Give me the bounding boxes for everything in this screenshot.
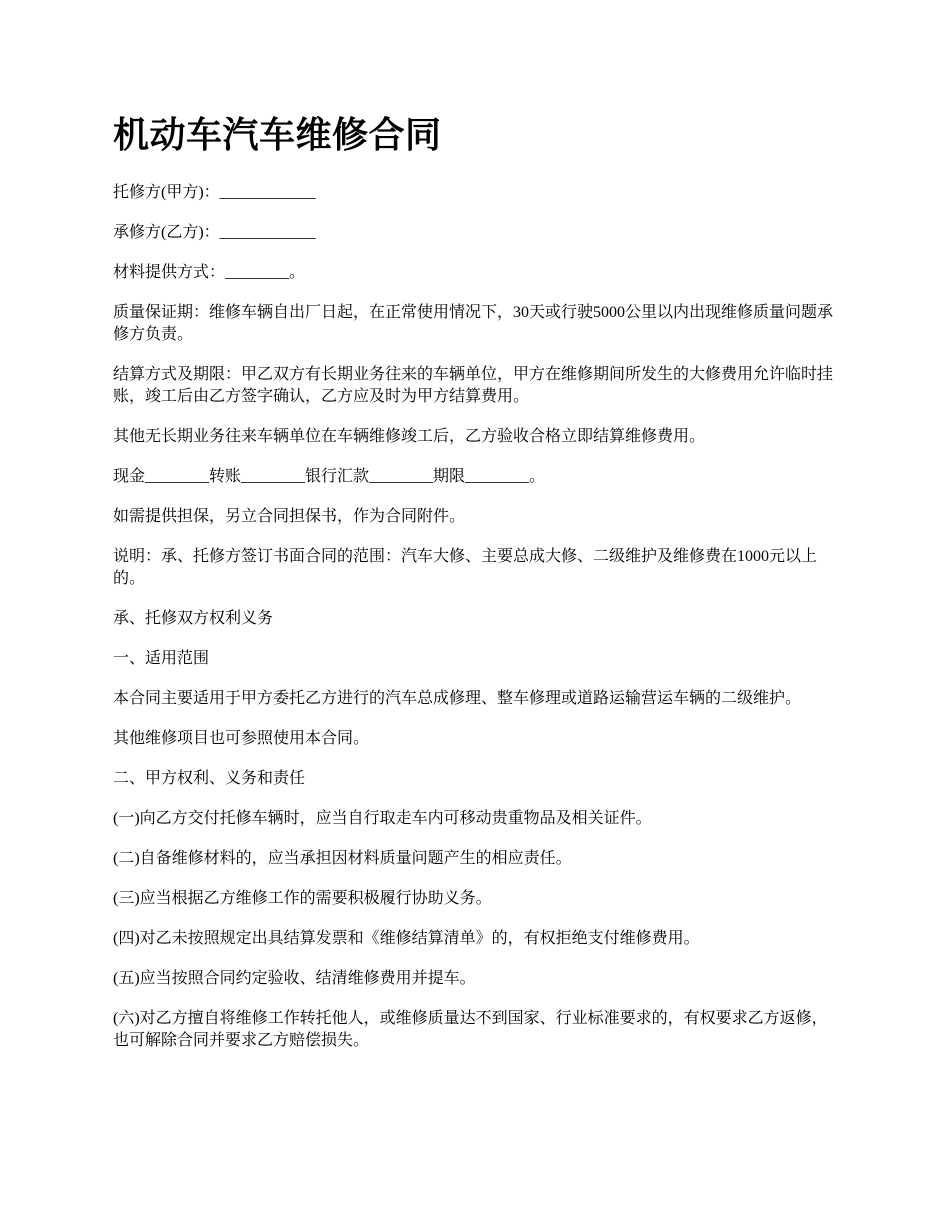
payment-methods-line: 现金________转账________银行汇款________期限________。 (113, 468, 546, 485)
clause-3: (三)应当根据乙方维修工作的需要积极履行协助义务。 (113, 890, 492, 907)
material-supply-line: 材料提供方式：________。 (113, 264, 306, 281)
clause-4: (四)对乙未按照规定出具结算发票和《维修结算清单》的，有权拒绝支付维修费用。 (113, 930, 700, 947)
other-settlement-paragraph: 其他无长期业务往来车辆单位在车辆维修竣工后，乙方验收合格立即结算维修费用。 (113, 428, 706, 445)
clause-5: (五)应当按照合同约定验收、结清维修费用并提车。 (113, 970, 476, 987)
other-items-paragraph: 其他维修项目也可参照使用本合同。 (113, 730, 370, 747)
party-a-line: 托修方(甲方)：____________ (113, 184, 316, 201)
section-heading-party-a: 二、甲方权利、义务和责任 (113, 770, 306, 787)
guarantee-paragraph: 如需提供担保，另立合同担保书，作为合同附件。 (113, 508, 466, 525)
party-b-line: 承修方(乙方)：____________ (113, 224, 316, 241)
clause-2: (二)自备维修材料的，应当承担因材料质量问题产生的相应责任。 (113, 850, 572, 867)
scope-note-paragraph: 说明：承、托修方签订书面合同的范围：汽车大修、主要总成大修、二级维护及维修费在1000元以上的。 (113, 548, 818, 587)
section-heading-rights: 承、托修双方权利义务 (113, 610, 274, 627)
section-heading-scope: 一、适用范围 (113, 650, 210, 667)
document-page (113, 112, 843, 1070)
scope-paragraph: 本合同主要适用于甲方委托乙方进行的汽车总成修理、整车修理或道路运输营运车辆的二级维护。 (113, 690, 802, 707)
document-title: 机动车汽车维修合同 (113, 115, 442, 156)
clause-1: (一)向乙方交付托修车辆时，应当自行取走车内可移动贵重物品及相关证件。 (113, 810, 652, 827)
clause-6: (六)对乙方擅自将维修工作转托他人，或维修质量达不到国家、行业标准要求的，有权要求乙方返修，也可解除合同并要求乙方赔偿损失。 (113, 1010, 828, 1049)
settlement-paragraph: 结算方式及期限：甲乙双方有长期业务往来的车辆单位，甲方在维修期间所发生的大修费用允许临时挂账，竣工后由乙方签字确认，乙方应及时为甲方结算费用。 (113, 366, 834, 405)
warranty-paragraph: 质量保证期：维修车辆自出厂日起，在正常使用情况下，30天或行驶5000公里以内出现维修质量问题承修方负责。 (113, 304, 834, 343)
